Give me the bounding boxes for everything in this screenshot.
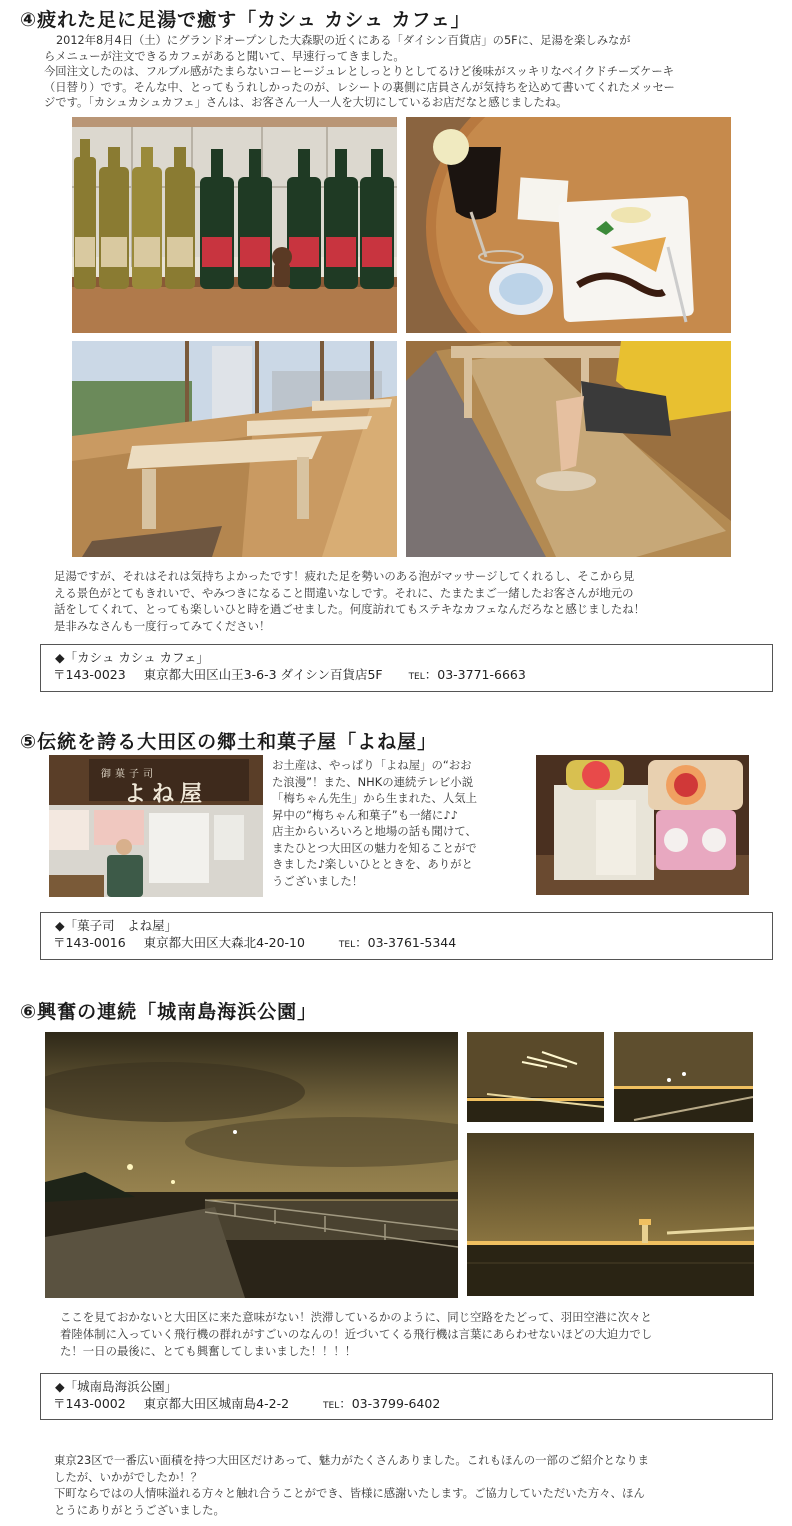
section5-heading (20, 727, 437, 754)
phone-number: ：03-3761-5344 (355, 935, 457, 950)
section5-body (272, 757, 534, 889)
body-line: 昇中の“梅ちゃん和菓子”も一緒に♪♪ (272, 807, 458, 822)
seaside-promenade-photo (45, 1032, 458, 1298)
phone-number: ：03-3771-6663 (424, 667, 526, 682)
shop-address-line (53, 934, 760, 954)
closing-line: とうにありがとうございました。 (54, 1502, 225, 1517)
section6-heading (20, 997, 317, 1024)
closing-line: 東京23区で一番広い面積を持つ大田区だけあって、魅力がたくさんありました。これもほんの一部のご紹介となりま (54, 1453, 650, 1467)
body-line: 着陸体制に入っていく飛行機の群れがすごいのなんの！近づいてくる飛行機は言葉にあらわせないほどの大迫力でし (60, 1327, 653, 1341)
airport-panorama-photo (467, 1133, 754, 1296)
closing-line: したが、いかがでしたか！？ (54, 1469, 203, 1484)
section4-body (54, 568, 789, 634)
foot-bath-photo (406, 341, 731, 557)
airplanes-photo (467, 1032, 604, 1122)
terrace-bench-photo (72, 341, 397, 557)
postal-code: 〒143-0023 (53, 667, 126, 682)
body-line: きました♪楽しいひとときを、ありがと (272, 857, 473, 871)
closing-paragraph (54, 1452, 789, 1518)
sign-text: よね屋 (124, 781, 209, 807)
park-address-line (53, 1395, 760, 1415)
section5-number: ⑤ (20, 731, 38, 753)
postal-code: 〒143-0016 (53, 935, 126, 950)
section5-title: 伝統を誇る大田区の郷土和菓子屋「よね屋」 (37, 731, 438, 753)
section4-number: ④ (20, 9, 38, 31)
section6-info-box (40, 1373, 773, 1420)
body-line: た浪漫”！また、NHKの連続テレビ小説 (272, 774, 474, 789)
shop-address-line (53, 666, 760, 686)
shop-name: ◆「菓子司 よね屋」 (55, 918, 178, 933)
body-line: える景色がとてもきれいで、やみつきになること間違いなしです。それに、たまたまご一緒したお客さんが地元の (54, 585, 634, 600)
section4-info-box (40, 644, 773, 692)
section4-title: 疲れた足に足湯で癒す「カシュ カシュ カフェ」 (37, 9, 471, 31)
body-line: お土産は、やっぱり「よね屋」の“おお (272, 758, 472, 772)
body-line: た！一日の最後に、とても興奮してしまいました！！！！ (60, 1344, 357, 1358)
section4-heading (20, 5, 471, 32)
postal-code: 〒143-0002 (53, 1396, 126, 1411)
body-line: 足湯ですが、それはそれは気持ちよかったです！疲れた足を勢いのある泡がマッサージしてくれるし、そこから見 (54, 569, 635, 583)
sign-small-text: 御菓子司 (101, 769, 157, 780)
intro-line: （日替り）です。そんな中、とってもうれしかったのが、レシートの裏側に店員さんが気持ちを込めて書いてくれたメッセー (44, 80, 675, 94)
tel-label: TEL (323, 1401, 340, 1411)
section5-info-box (40, 912, 773, 960)
section6-body (60, 1309, 790, 1360)
intro-line: 今回注文したのは、フルブル感がたまらないコーヒージュレとしっとりとしてるけど後味がスッキリなベイクドチーズケーキ (44, 65, 674, 78)
body-line: 話をしてくれて、とっても楽しいひと時を過ごせました。何度訪れてもステキなカフェなんだろなと感じましたね！ (54, 602, 646, 616)
body-line: うございました！ (272, 873, 364, 888)
dessert-photo (406, 117, 731, 333)
wine-bottles-photo (72, 117, 397, 333)
closing-line: 下町ならではの人情味溢れる方々と触れ合うことができ、皆様に感謝いたします。ご協力していただいた方々、ほん (54, 1486, 645, 1500)
tel-label: TEL (408, 672, 425, 682)
park-name: ◆「城南島海浜公園」 (55, 1379, 178, 1394)
address: 東京都大田区山王3-6-3 ダイシン百貨店5F (143, 667, 383, 682)
address: 東京都大田区大森北4-20-10 (143, 935, 305, 950)
address: 東京都大田区城南島4-2-2 (143, 1396, 290, 1411)
yoneya-shopfront-photo (49, 755, 263, 897)
section6-title: 興奮の連続「城南島海浜公園」 (37, 1001, 318, 1023)
section6-number: ⑥ (20, 1001, 38, 1023)
body-line: ここを見ておかないと大田区に来た意味がない！渋滞しているかのように、同じ空路をたどって、羽田空港に次々と (60, 1310, 652, 1324)
intro-line: ジです。「カシュカシュカフェ」さんは、お客さん一人一人を大切にしているお店だなと感じましたね。 (44, 96, 568, 109)
intro-line: らメニューが注文できるカフェがあると聞いて、早速行ってきました。 (44, 49, 405, 63)
wagashi-photo (536, 755, 749, 895)
section4-intro (44, 33, 784, 111)
intro-line: 2012年8月4日（土）にグランドオープンした大森駅の近くにある「ダイシン百貨店」の5Fに、足湯を楽しみなが (56, 34, 631, 47)
shop-name: ◆「カシュ カシュ カフェ」 (55, 650, 209, 665)
body-line: またひとつ大田区の魅力を知ることがで (272, 840, 477, 855)
body-line: 「梅ちゃん先生」から生まれた、人気上 (272, 791, 478, 805)
phone-number: ：03-3799-6402 (339, 1396, 441, 1411)
body-line: 是非みなさんも一度行ってみてください！ (54, 618, 271, 633)
body-line: 店主からいろいろと地場の話も聞けて、 (272, 824, 477, 838)
tel-label: TEL (338, 940, 356, 950)
runway-lights-photo (614, 1032, 753, 1122)
